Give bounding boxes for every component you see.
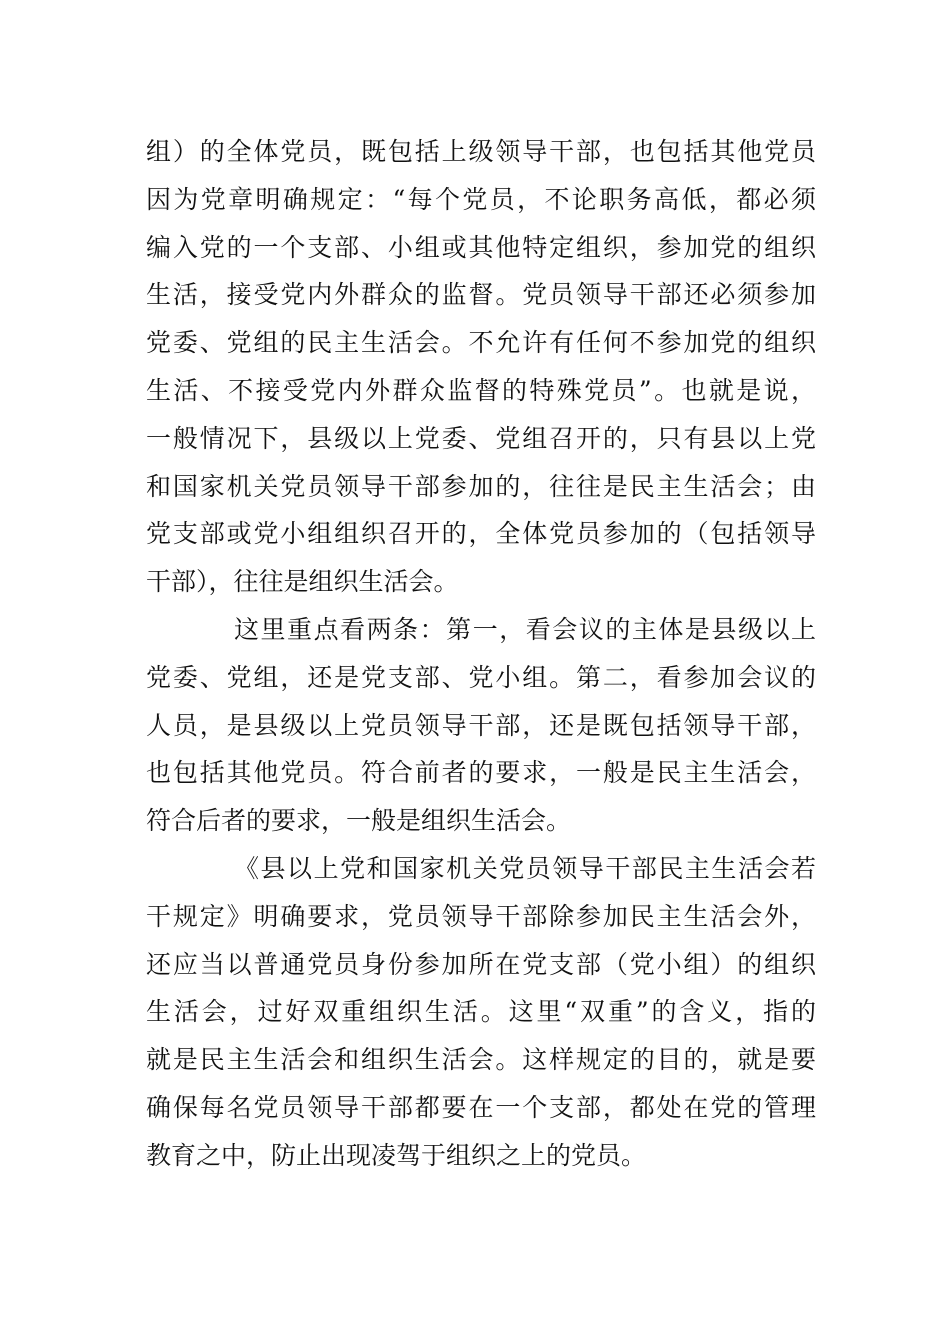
- text-line: 符合后者的要求，一般是组织生活会。: [146, 806, 572, 836]
- text-line: 生活，接受党内外群众的监督。党员领导干部还必须参加: [146, 280, 816, 310]
- text-line: 编入党的一个支部、小组或其他特定组织，参加党的组织: [146, 232, 816, 262]
- text-line: 教育之中，防止出现凌驾于组织之上的党员。: [146, 1140, 647, 1170]
- paragraph-first-line: 这里重点看两条：第一，看会议的主体是县级以上: [234, 614, 816, 644]
- body-text: [146, 128, 816, 1180]
- text-line: 因为党章明确规定：“每个党员，不论职务高低，都必须: [146, 184, 816, 214]
- text-line: 还应当以普通党员身份参加所在党支部（党小组）的组织: [146, 949, 816, 979]
- text-line: 组）的全体党员，既包括上级领导干部，也包括其他党员: [146, 137, 816, 166]
- text-line: 确保每名党员领导干部都要在一个支部，都处在党的管理: [146, 1092, 816, 1122]
- text-line: 人员，是县级以上党员领导干部，还是既包括领导干部，: [146, 710, 816, 740]
- text-line: 生活会，过好双重组织生活。这里“双重”的含义，指的: [146, 997, 816, 1027]
- text-line: 党委、党组的民主生活会。不允许有任何不参加党的组织: [146, 328, 816, 358]
- text-line: 党支部或党小组组织召开的，全体党员参加的（包括领导: [146, 519, 816, 549]
- text-line: 生活、不接受党内外群众监督的特殊党员”。也就是说，: [146, 375, 816, 405]
- text-line: 一般情况下，县级以上党委、党组召开的，只有县以上党: [146, 423, 816, 453]
- text-line: 和国家机关党员领导干部参加的，往往是民主生活会；由: [146, 471, 816, 501]
- text-line: 党委、党组，还是党支部、党小组。第二，看参加会议的: [146, 662, 816, 692]
- text-line: 干规定》明确要求，党员领导干部除参加民主生活会外，: [146, 901, 816, 931]
- text-line: 也包括其他党员。符合前者的要求，一般是民主生活会，: [146, 758, 816, 788]
- text-line: 就是民主生活会和组织生活会。这样规定的目的，就是要: [146, 1045, 816, 1075]
- text-line: 干部），往往是组织生活会。: [146, 567, 459, 597]
- paragraph-first-line: 《县以上党和国家机关党员领导干部民主生活会若: [234, 853, 816, 883]
